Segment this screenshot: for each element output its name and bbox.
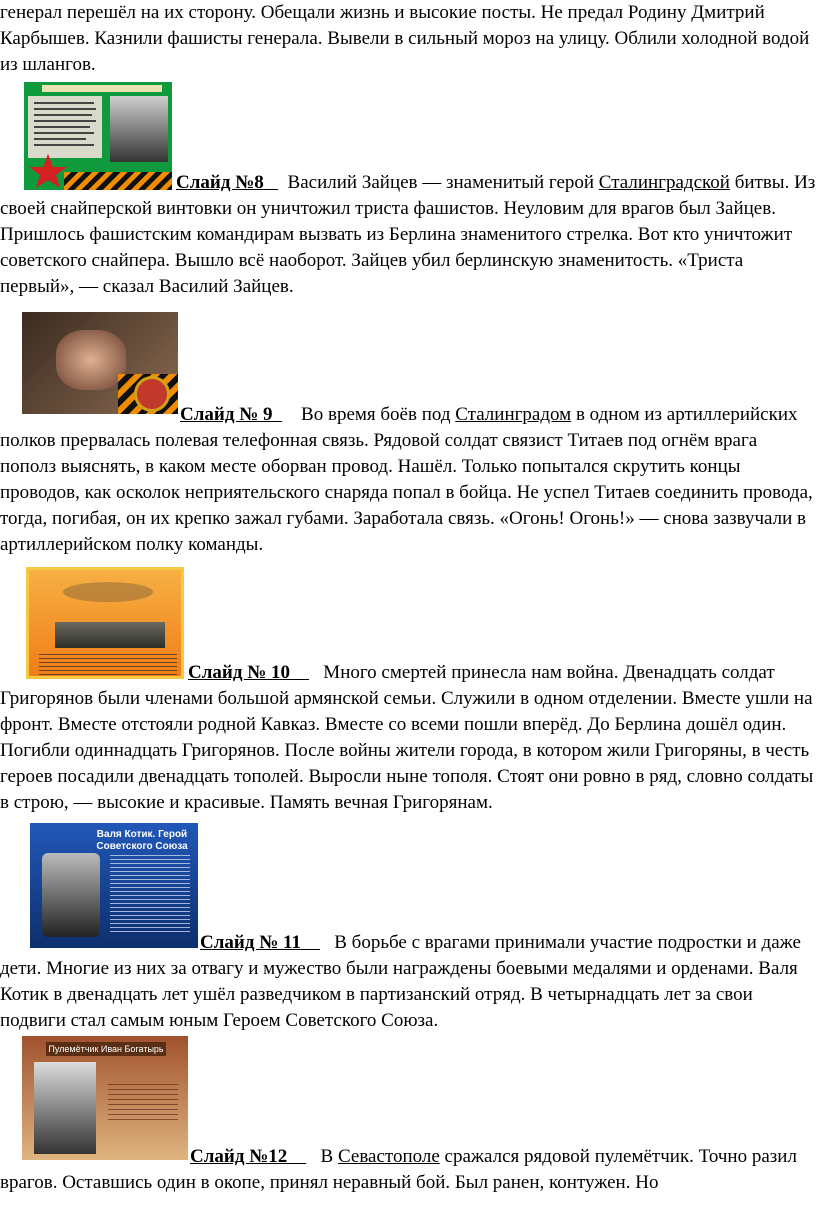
slide-thumbnail-titaev <box>22 312 178 414</box>
slide-11-paragraph: Слайд № 11 В борьбе с врагами принимали участие подростки и даже дети. Многие из них за отвагу и мужество были награждены боевыми медалями и орденами. Валя Котик в двенадцать лет ушёл разведчиком в партизанский отряд. В четырнадцать лет за свои подвиги стал самым юным Героем Советского Союза. <box>0 932 801 1031</box>
intro-text: генерал перешёл на их сторону. Обещали жизнь и высокие посты. Не предал Родину Дмитрий Карбышев. Казнили фашисты генерала. Вывели в сильный мороз на улицу. Облили холодной водой из шлангов. <box>0 2 810 75</box>
slide-9-paragraph: Слайд № 9 Во время боёв под Сталинградом в одном из артиллерийских полков прервалась полевая телефонная связь. Рядовой солдат связист Титаев под огнём врага пополз выяснять, в каком месте оборван провод. Нашёл. Только попытался скрутить концы проводов, как осколок неприятельского снаряда попал в бойца. Не успел Титаев соединить провода, тогда, погибая, он их крепко зажал губами. Заработала связь. «Огонь! Огонь!» — снова зазвучали в артиллерийском полку команды. <box>0 404 813 555</box>
slide-thumbnail-gunner <box>22 1036 188 1160</box>
soldiers-group-photo <box>55 622 165 648</box>
portrait-photo <box>34 1062 96 1154</box>
intro-paragraph <box>0 0 816 78</box>
portrait-photo <box>42 853 100 937</box>
slide-11-label: Слайд № 11 <box>200 932 301 953</box>
stalingrad-link[interactable]: Сталинградской <box>598 172 730 193</box>
stalingrad-link-2[interactable]: Сталинградом <box>455 404 572 425</box>
slide-12-paragraph: Слайд №12 В Севастополе сражался рядовой пулемётчик. Точно разил врагов. Оставшись один в окопе, принял неравный бой. Был ранен, контужен. Но <box>0 1146 797 1193</box>
thumb-title: Валя Котик. Герой Советского Союза <box>96 829 188 852</box>
slide-8-label: Слайд №8 <box>176 172 264 193</box>
sniper-photo <box>110 96 168 162</box>
slide-12-label: Слайд №12 <box>190 1146 288 1167</box>
slide-9-label: Слайд № 9 <box>180 404 273 425</box>
slide-10-label: Слайд № 10 <box>188 662 291 683</box>
slide-8-paragraph: Слайд №8 Василий Зайцев — знаменитый герой Сталинградской битвы. Из своей снайперской винтовки он уничтожил триста фашистов. Неуловим для врагов был Зайцев. Пришлось фашистским командирам вызвать из Берлина знаменитого стрелка. Вот кто уничтожит советского снайпера. Вышло всё наоборот. Зайцев убил берлинскую знаменитость. «Триста первый», — сказал Василий Зайцев. <box>0 172 816 297</box>
thumb-title: Пулемётчик Иван Богатырь <box>46 1042 166 1056</box>
soldier-face-photo <box>56 330 126 390</box>
slide-10-paragraph: Слайд № 10 Много смертей принесла нам война. Двенадцать солдат Григорянов были членами большой армянской семьи. Служили в одном отделении. Вместе ушли на фронт. Вместе отстояли родной Кавказ. Вместе со всеми пошли вперёд. До Берлина дошёл один. Погибли одиннадцать Григорянов. После войны жители города, в котором жили Григоряны, в честь героев посадили двенадцать тополей. Выросли ныне тополя. Стоят они ровно в ряд, словно солдаты в строю, — высокие и красивые. Память вечная Григорянам. <box>0 662 814 813</box>
sevastopol-link[interactable]: Севастополе <box>337 1146 440 1167</box>
